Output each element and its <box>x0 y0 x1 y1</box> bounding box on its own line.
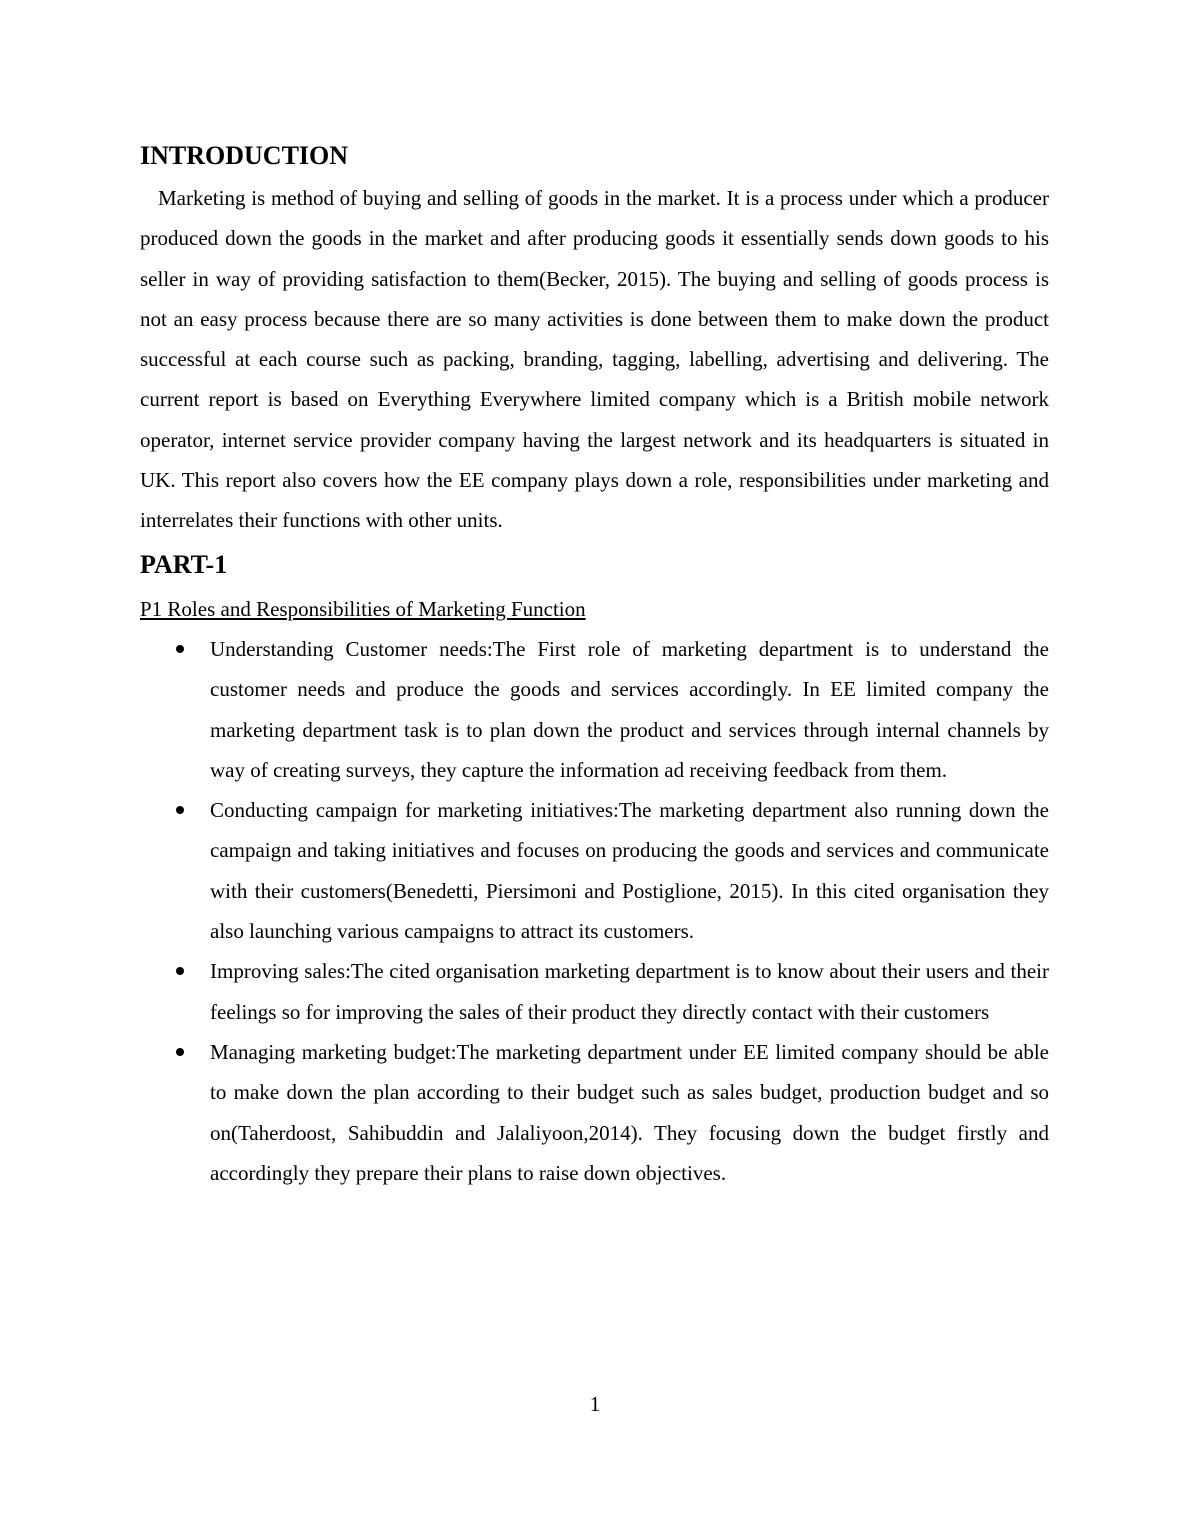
bullet-icon <box>176 645 184 653</box>
page-number: 1 <box>589 1392 601 1416</box>
bullet-icon <box>176 806 184 814</box>
bullet-icon <box>176 967 184 975</box>
list-item-text: Understanding Customer needs:The First role of marketing department is to understand the customer needs and produce the goods and services accordingly. In EE limited company the marketing department task is to plan down the product and services through internal channels by way of creating surveys, they capture the information ad receiving feedback from them. <box>210 636 1049 782</box>
list-item <box>140 629 1049 790</box>
document-page <box>140 138 1049 1193</box>
introduction-heading: INTRODUCTION <box>140 141 349 170</box>
list-item-text: Managing marketing budget:The marketing department under EE limited company should be able to make down the plan according to their budget such as sales budget, production budget and so on(Taherdoost, Sahibuddin and Jalaliyoon,2014). They focusing down the budget firstly and accordingly they prepare their plans to raise down objectives. <box>210 1039 1049 1185</box>
part-1-heading: PART-1 <box>140 549 228 579</box>
list-item <box>140 951 1049 1032</box>
bullet-icon <box>176 1048 184 1056</box>
list-item <box>140 790 1049 951</box>
roles-bullet-list <box>140 629 1049 1193</box>
list-item-text: Conducting campaign for marketing initiatives:The marketing department also running down the campaign and taking initiatives and focuses on producing the goods and services and communicate with their customers(Benedetti, Piersimoni and Postiglione, 2015). In this cited organisation they also launching various campaigns to attract its customers. <box>210 798 1049 944</box>
list-item-text: Improving sales:The cited organisation marketing department is to know about their users and their feelings so for improving the sales of their product they directly contact with their customers <box>210 959 1049 1024</box>
introduction-paragraph: Marketing is method of buying and selling of goods in the market. It is a process under which a producer produced down the goods in the market and after producing goods it essentially sends down goods to his seller in way of providing satisfaction to them(Becker, 2015). The buying and selling of goods process is not an easy process because there are so many activities is done between them to make down the product successful at each course such as packing, branding, tagging, labelling, advertising and delivering. The current report is based on Everything Everywhere limited company which is a British mobile network operator, internet service provider company having the largest network and its headquarters is situated in UK. This report also covers how the EE company plays down a role, responsibilities under marketing and interrelates their functions with other units. <box>140 186 1049 533</box>
p1-subheading: P1 Roles and Responsibilities of Marketing Function <box>140 596 586 621</box>
list-item <box>140 1032 1049 1193</box>
